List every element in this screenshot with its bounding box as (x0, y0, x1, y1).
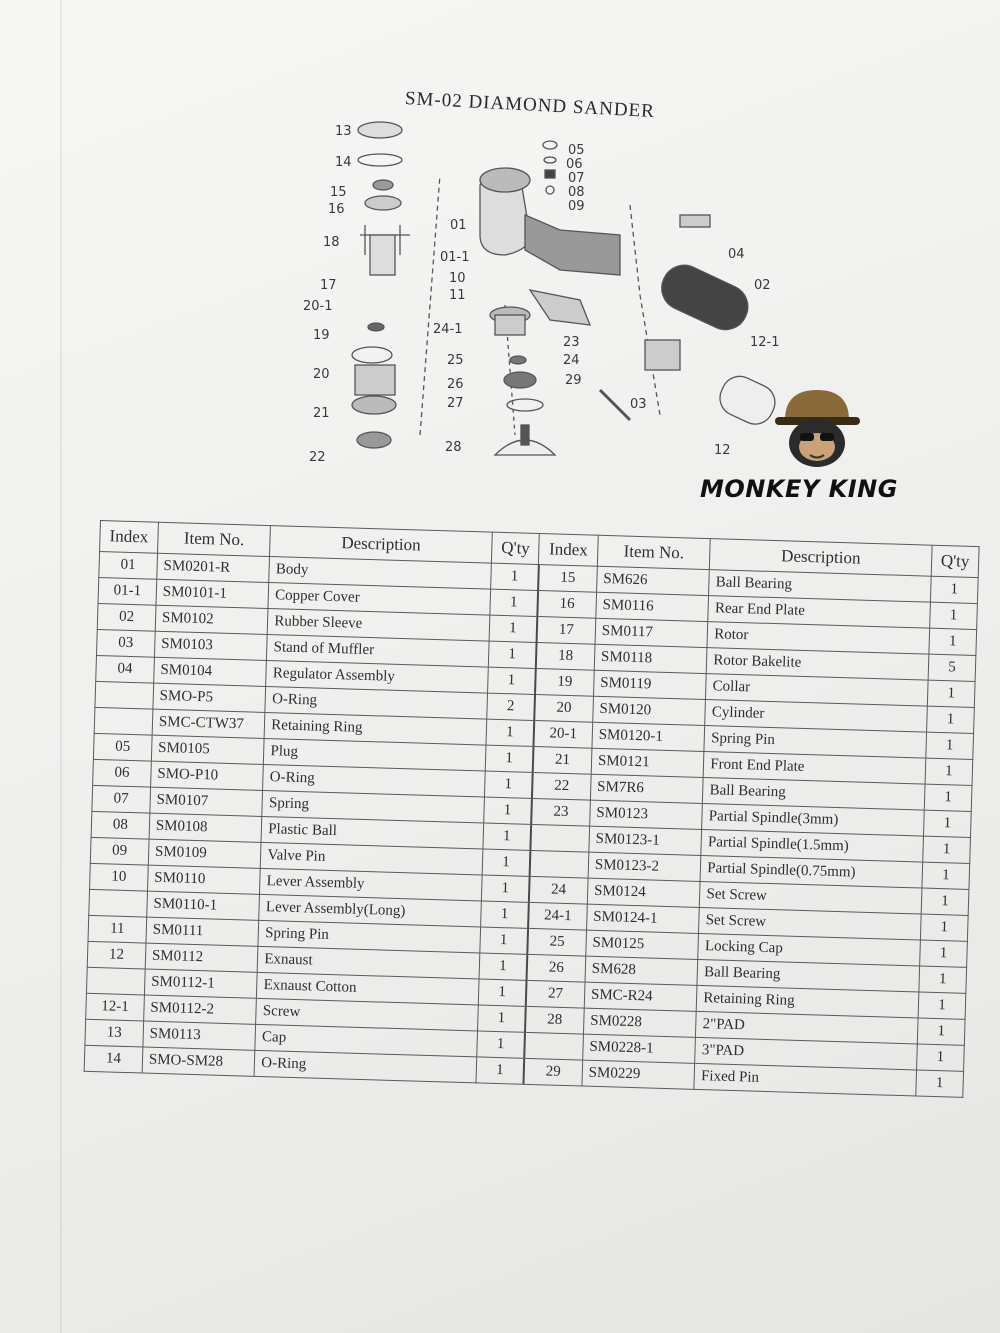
brand-name: MONKEY KING (700, 475, 898, 503)
item-number-cell: SM0124 (587, 878, 700, 907)
item-number-cell: SM0120 (593, 696, 706, 725)
item-number-cell: SM0123-1 (589, 826, 702, 855)
quantity-cell: 1 (925, 758, 973, 785)
item-number-cell: SM0101-1 (156, 579, 269, 608)
description-cell: Set Screw (699, 907, 921, 940)
item-number-cell: SM0102 (155, 605, 268, 634)
description-cell: Regulator Assembly (266, 661, 488, 694)
quantity-cell: 1 (921, 888, 969, 915)
parts-list (83, 520, 979, 1106)
description-cell: Spring Pin (258, 920, 480, 953)
callout-label: 15 (330, 185, 347, 200)
index-cell: 13 (85, 1019, 144, 1047)
item-number-cell: SM0112-1 (144, 969, 257, 998)
description-cell: Partial Spindle(3mm) (702, 804, 924, 837)
description-cell: O-Ring (263, 764, 485, 797)
index-cell: 27 (526, 980, 585, 1008)
exploded-view-diagram (300, 115, 800, 475)
quantity-cell: 1 (479, 953, 527, 980)
index-cell: 24-1 (528, 902, 587, 930)
item-number-cell: SM0112-2 (144, 995, 257, 1024)
description-cell: Ball Bearing (703, 778, 925, 811)
description-cell: Partial Spindle(1.5mm) (701, 829, 923, 862)
callout-label: 05 (568, 143, 585, 158)
column-header: Description (710, 539, 932, 577)
index-cell: 10 (90, 863, 149, 891)
description-cell: Copper Cover (268, 583, 490, 616)
item-number-cell: SMO-SM28 (142, 1047, 255, 1076)
callout-label: 12-1 (750, 335, 780, 350)
quantity-cell: 1 (916, 1070, 964, 1097)
quantity-cell: 1 (477, 1005, 525, 1032)
quantity-cell: 1 (930, 602, 978, 629)
callout-label: 10 (449, 271, 466, 286)
quantity-cell: 1 (927, 706, 975, 733)
index-cell (530, 824, 589, 852)
index-cell: 14 (84, 1045, 143, 1073)
callout-label: 19 (313, 328, 330, 343)
item-number-cell: SM0103 (154, 631, 267, 660)
callout-label: 14 (335, 155, 352, 170)
callout-label: 20-1 (303, 299, 333, 314)
callout-label: 25 (447, 353, 464, 368)
callout-label: 16 (328, 202, 345, 217)
index-cell: 09 (90, 837, 149, 865)
item-number-cell: SM0112 (145, 943, 258, 972)
item-number-cell: SM0123 (589, 800, 702, 829)
description-cell: Locking Cap (698, 933, 920, 966)
index-cell: 25 (527, 928, 586, 956)
quantity-cell: 1 (926, 732, 974, 759)
callout-label: 09 (568, 199, 585, 214)
callout-label: 26 (447, 377, 464, 392)
quantity-cell: 1 (489, 615, 537, 642)
description-cell: Lever Assembly(Long) (259, 894, 481, 927)
quantity-cell: 1 (490, 589, 538, 616)
item-number-cell: SM626 (596, 566, 709, 595)
quantity-cell: 1 (923, 810, 971, 837)
quantity-cell: 1 (483, 823, 531, 850)
index-cell: 23 (531, 798, 590, 826)
quantity-cell: 1 (927, 680, 975, 707)
index-cell (89, 889, 148, 917)
description-cell: Lever Assembly (260, 868, 482, 901)
description-cell: Partial Spindle(0.75mm) (700, 855, 922, 888)
index-cell: 01-1 (98, 577, 157, 605)
index-cell: 24 (529, 876, 588, 904)
callout-label: 07 (568, 171, 585, 186)
item-number-cell: SM0116 (596, 592, 709, 621)
index-cell: 06 (93, 759, 152, 787)
callout-label: 01 (450, 218, 467, 233)
index-cell: 26 (526, 954, 585, 982)
description-cell: Stand of Muffler (267, 635, 489, 668)
item-number-cell: SM0228-1 (583, 1034, 696, 1063)
callout-label: 04 (728, 247, 745, 262)
description-cell: Screw (256, 998, 478, 1031)
quantity-cell: 1 (924, 784, 972, 811)
callout-label: 23 (563, 335, 580, 350)
item-number-cell: SM0118 (594, 644, 707, 673)
quantity-cell: 5 (928, 654, 976, 681)
column-header: Index (100, 521, 159, 554)
index-cell: 05 (93, 733, 152, 761)
description-cell: Cylinder (705, 700, 927, 733)
quantity-cell: 1 (930, 576, 978, 603)
description-cell: Set Screw (700, 881, 922, 914)
index-cell (95, 681, 154, 709)
index-cell: 28 (525, 1006, 584, 1034)
quantity-cell: 1 (929, 628, 977, 655)
quantity-cell: 1 (481, 875, 529, 902)
quantity-cell: 1 (480, 927, 528, 954)
item-number-cell: SM0117 (595, 618, 708, 647)
callout-label: 28 (445, 440, 462, 455)
index-cell (524, 1032, 583, 1060)
callout-label: 11 (449, 288, 466, 303)
callout-label: 08 (568, 185, 585, 200)
callout-label: 13 (335, 124, 352, 139)
index-cell: 22 (532, 772, 591, 800)
item-number-cell: SM0201-R (157, 553, 270, 582)
description-cell: Rubber Sleeve (267, 609, 489, 642)
description-cell: O-Ring (254, 1050, 476, 1083)
index-cell: 20 (534, 694, 593, 722)
description-cell: Ball Bearing (709, 570, 931, 603)
description-cell: Front End Plate (703, 752, 925, 785)
index-cell: 08 (91, 811, 150, 839)
callout-label: 22 (309, 450, 326, 465)
quantity-cell: 1 (917, 1018, 965, 1045)
paper-fold (60, 0, 62, 1333)
item-number-cell: SM0113 (143, 1021, 256, 1050)
callout-label: 17 (320, 278, 337, 293)
index-cell: 21 (533, 746, 592, 774)
index-cell: 16 (537, 591, 596, 619)
index-cell: 19 (535, 668, 594, 696)
callout-label: 24 (563, 353, 580, 368)
description-cell: Valve Pin (261, 842, 483, 875)
description-cell: Collar (706, 674, 928, 707)
item-number-cell: SM0105 (151, 735, 264, 764)
index-cell: 20-1 (533, 720, 592, 748)
item-number-cell: SM0228 (583, 1008, 696, 1037)
description-cell: Plastic Ball (261, 816, 483, 849)
callout-label: 24-1 (433, 322, 463, 337)
callout-label: 18 (323, 235, 340, 250)
column-header: Index (539, 534, 598, 567)
quantity-cell: 2 (487, 693, 535, 720)
quantity-cell: 1 (488, 641, 536, 668)
item-number-cell: SMC-R24 (584, 982, 697, 1011)
callout-label: 01-1 (440, 250, 470, 265)
callout-label: 21 (313, 406, 330, 421)
quantity-cell: 1 (484, 797, 532, 824)
callout-label: 20 (313, 367, 330, 382)
quantity-cell: 1 (491, 563, 539, 590)
item-number-cell: SM7R6 (590, 774, 703, 803)
description-cell: Retaining Ring (264, 712, 486, 745)
description-cell: Exnaust Cotton (257, 972, 479, 1005)
index-cell (86, 967, 145, 995)
quantity-cell: 1 (920, 940, 968, 967)
index-cell: 03 (96, 629, 155, 657)
description-cell: 2"PAD (696, 1011, 918, 1044)
item-number-cell: SM0123-2 (588, 852, 701, 881)
item-number-cell: SM628 (585, 956, 698, 985)
quantity-cell: 1 (486, 719, 534, 746)
item-number-cell: SM0104 (154, 657, 267, 686)
callout-label: 12 (714, 443, 731, 458)
item-number-cell: SM0120-1 (592, 722, 705, 751)
description-cell: Spring (262, 790, 484, 823)
description-cell: Body (269, 557, 491, 590)
monkey-with-hat-icon (770, 385, 865, 470)
item-number-cell: SM0107 (150, 787, 263, 816)
quantity-cell: 1 (917, 1044, 965, 1071)
index-cell: 12 (87, 941, 146, 969)
quantity-cell: 1 (919, 966, 967, 993)
index-cell (530, 850, 589, 878)
quantity-cell: 1 (476, 1057, 524, 1084)
quantity-cell: 1 (923, 836, 971, 863)
description-cell: 3"PAD (695, 1037, 917, 1070)
item-number-cell: SMO-P10 (150, 761, 263, 790)
quantity-cell: 1 (481, 901, 529, 928)
item-number-cell: SM0119 (593, 670, 706, 699)
parts-table (84, 520, 980, 1098)
description-cell: Fixed Pin (694, 1063, 916, 1096)
index-cell: 29 (523, 1058, 582, 1086)
description-cell: Rear End Plate (708, 596, 930, 629)
item-number-cell: SM0109 (148, 839, 261, 868)
column-header: Item No. (157, 522, 270, 556)
description-cell: Spring Pin (704, 726, 926, 759)
index-cell: 01 (99, 552, 158, 580)
column-header: Q'ty (491, 532, 539, 564)
quantity-cell: 1 (478, 979, 526, 1006)
item-number-cell: SM0110 (147, 865, 260, 894)
quantity-cell: 1 (920, 914, 968, 941)
quantity-cell: 1 (477, 1031, 525, 1058)
index-cell: 12-1 (86, 993, 145, 1021)
callout-label: 03 (630, 397, 647, 412)
index-cell: 11 (88, 915, 147, 943)
description-cell: Rotor (707, 622, 929, 655)
description-cell: Exnaust (257, 946, 479, 979)
item-number-cell: SM0121 (591, 748, 704, 777)
item-number-cell: SM0110-1 (147, 891, 260, 920)
item-number-cell: SM0111 (146, 917, 259, 946)
item-number-cell: SM0229 (582, 1060, 695, 1089)
callout-label: 29 (565, 373, 582, 388)
quantity-cell: 1 (918, 992, 966, 1019)
index-cell: 17 (537, 617, 596, 645)
description-cell: Plug (264, 738, 486, 771)
index-cell: 18 (536, 643, 595, 671)
document-title: SM-02 DIAMOND SANDER (404, 88, 656, 123)
item-number-cell: SM0124-1 (586, 904, 699, 933)
callout-label: 02 (754, 278, 771, 293)
description-cell: Retaining Ring (696, 985, 918, 1018)
callout-label: 27 (447, 396, 464, 411)
column-header: Q'ty (931, 545, 979, 577)
description-cell: O-Ring (265, 686, 487, 719)
quantity-cell: 1 (488, 667, 536, 694)
parts-table-body (84, 552, 978, 1098)
quantity-cell: 1 (484, 771, 532, 798)
quantity-cell: 1 (482, 849, 530, 876)
index-cell (94, 707, 153, 735)
index-cell: 07 (92, 785, 151, 813)
index-cell: 15 (538, 565, 597, 593)
column-header: Item No. (597, 535, 710, 569)
description-cell: Cap (255, 1024, 477, 1057)
index-cell: 02 (97, 603, 156, 631)
quantity-cell: 1 (922, 862, 970, 889)
description-cell: Rotor Bakelite (707, 648, 929, 681)
callout-label: 06 (566, 157, 583, 172)
item-number-cell: SMO-P5 (153, 683, 266, 712)
description-cell: Ball Bearing (697, 959, 919, 992)
item-number-cell: SM0108 (149, 813, 262, 842)
item-number-cell: SMC-CTW37 (152, 709, 265, 738)
index-cell: 04 (96, 655, 155, 683)
quantity-cell: 1 (485, 745, 533, 772)
item-number-cell: SM0125 (586, 930, 699, 959)
column-header: Description (270, 526, 492, 564)
